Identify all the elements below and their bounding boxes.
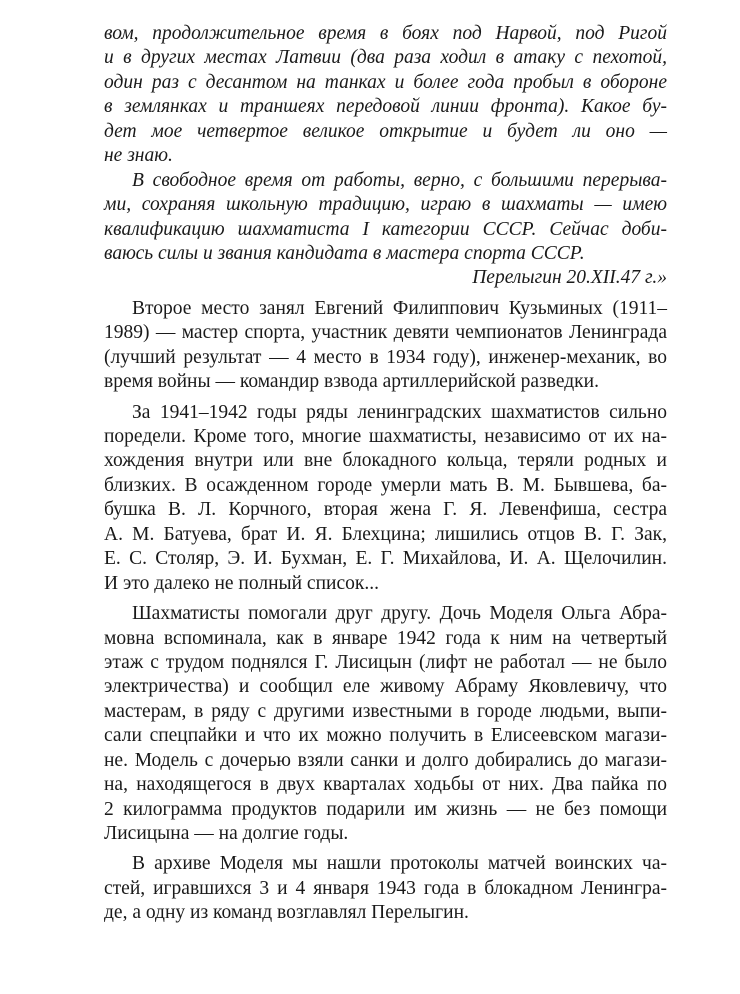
text-line: сали спецпайки и что их можно получить в Елисеевском магази-	[104, 725, 667, 747]
text-line: ваюсь силы и звания кандидата в мастера спорта СССР.	[104, 242, 585, 264]
quote-signature: Перелыгин 20.XII.47 г.»	[472, 267, 667, 289]
text-line: этаж с трудом поднялся Г. Лисицын (лифт не работал — не было	[104, 651, 667, 673]
text-line: Шахматисты помогали друг другу. Дочь Моделя Ольга Абра-	[132, 603, 667, 625]
text-line: стей, игравшихся 3 и 4 января 1943 года в блокадном Ленингра-	[104, 877, 667, 899]
text-line: В свободное время от работы, верно, с большими перерыва-	[132, 169, 667, 191]
text-line: мастерам, в ряду с другими известными в городе людьми, выпи-	[104, 700, 667, 722]
text-line: вом, продолжительное время в боях под Нарвой, под Ригой	[104, 23, 667, 44]
text-line: Лисицына — на долгие годы.	[104, 823, 349, 844]
text-line: бушка В. Л. Корчного, вторая жена Г. Я. Левенфиша, сестра	[104, 499, 667, 521]
text-line: (лучший результат — 4 место в 1934 году), инженер-механик, во	[104, 346, 667, 368]
text-line: Е. С. Столяр, Э. И. Бухман, Е. Г. Михайлова, И. А. Щелочилин.	[104, 548, 667, 570]
text-line: близких. В осажденном городе умерли мать В. М. Бывшева, ба-	[104, 474, 667, 496]
text-line: За 1941–1942 годы ряды ленинградских шахматистов сильно	[132, 401, 667, 423]
text-line: хождения внутри или вне блокадного кольца, теряли родных и	[104, 450, 667, 472]
quote-paragraph-1	[104, 22, 667, 169]
body-paragraph-2	[104, 401, 667, 597]
text-line: поредели. Кроме того, многие шахматисты, независимо от их на-	[104, 426, 667, 447]
text-line: не знаю.	[104, 145, 173, 167]
text-line: электричества) и сообщил еле живому Абраму Яковлевичу, что	[104, 676, 667, 698]
text-line: квалификацию шахматиста I категории СССР. Сейчас доби-	[104, 218, 667, 240]
text-line: не. Модель с дочерью взяли санки и долго добирались до магази-	[104, 749, 667, 771]
body-paragraph-4	[104, 852, 667, 925]
body-paragraph-1	[104, 297, 667, 395]
text-line: И это далеко не полный список...	[104, 572, 379, 594]
text-line: 1989) — мастер спорта, участник девяти чемпионатов Ленинграда	[104, 322, 667, 344]
text-line: мовна вспоминала, как в январе 1942 года к ним на четвертый	[104, 627, 667, 649]
text-line: ми, сохраняя школьную традицию, играю в шахматы — имею	[104, 194, 667, 216]
text-line: в землянках и траншеях передовой линии фронта). Какое бу-	[104, 96, 667, 118]
text-line: и в других местах Латвии (два раза ходил в атаку с пехотой,	[104, 47, 667, 69]
text-line: Второе место занял Евгений Филиппович Кузьминых (1911–	[132, 297, 667, 319]
letter-quote	[104, 22, 667, 291]
book-page	[104, 22, 667, 926]
text-line: де, а одну из команд возглавлял Перелыгин.	[104, 902, 469, 924]
text-line: один раз с десантом на танках и более года пробыл в обороне	[104, 71, 667, 93]
text-line: на, находящегося в двух кварталах ходьбы от них. Два пайка по	[104, 774, 667, 796]
text-line: В архиве Моделя мы нашли протоколы матчей воинских ча-	[132, 853, 667, 875]
body-paragraph-3	[104, 602, 667, 846]
text-line: время войны — командир взвода артиллерийской разведки.	[104, 371, 599, 393]
text-line: 2 килограмма продуктов подарили им жизнь — не без помощи	[104, 798, 667, 820]
text-line: А. М. Батуева, брат И. Я. Блехцина; лишились отцов В. Г. Зак,	[104, 523, 667, 545]
text-line: дет мое четвертое великое открытие и будет ли оно —	[104, 120, 667, 142]
quote-paragraph-2	[104, 169, 667, 291]
